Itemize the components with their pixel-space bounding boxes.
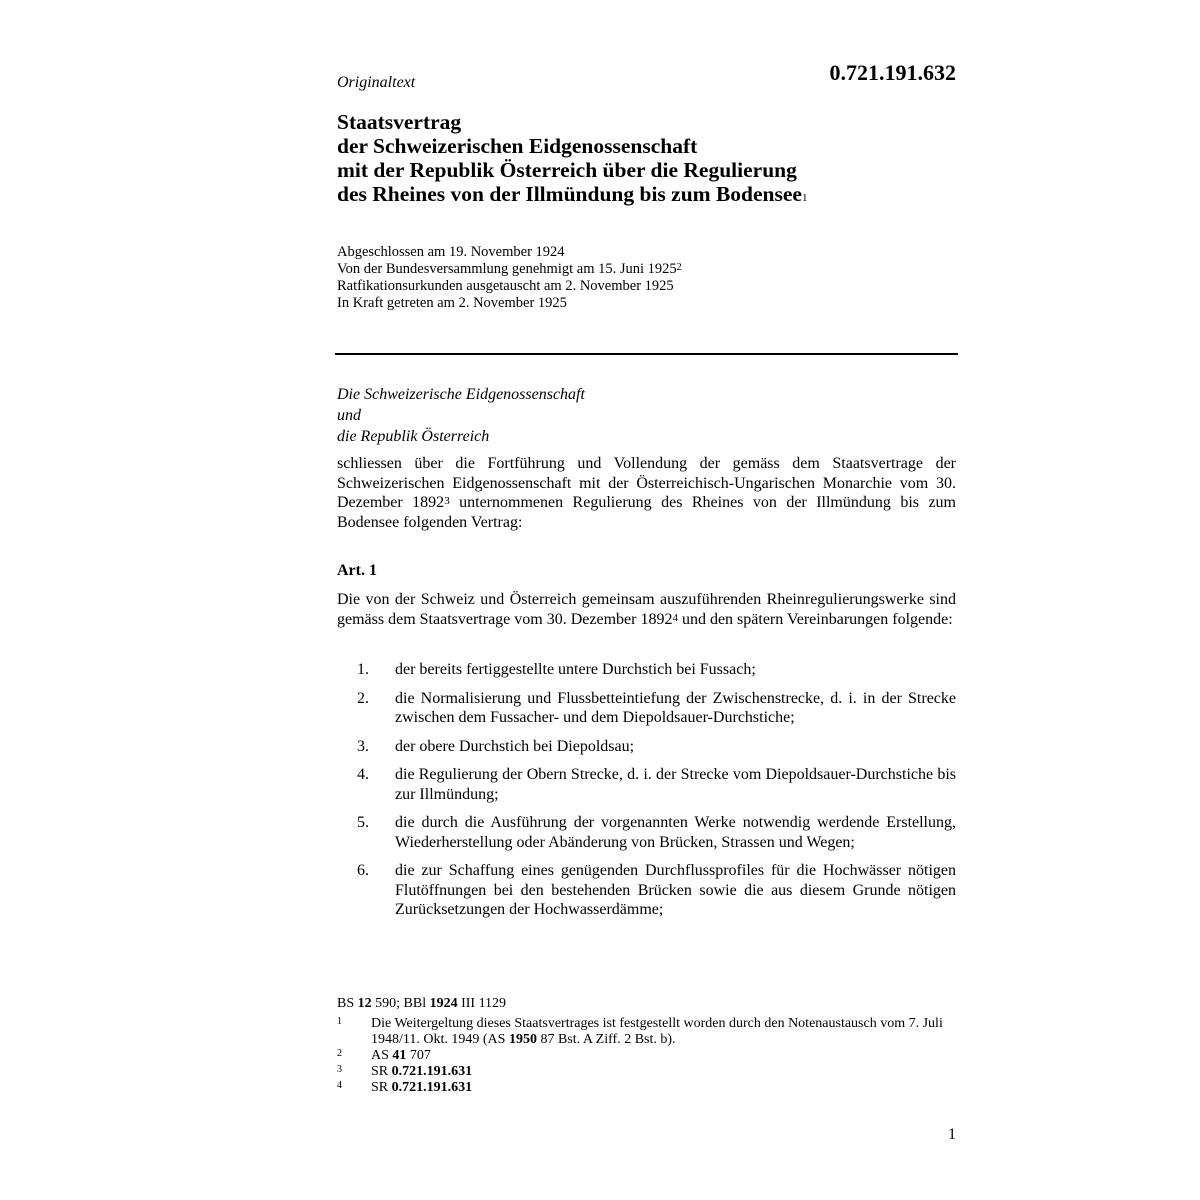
date-ratified: Ratfikationsurkunden ausgetauscht am 2. November 1925 [337,278,674,294]
footnote-number: 1 [337,1016,342,1027]
footnote-bold: 1950 [508,1032,537,1047]
footnote-number: 2 [337,1048,342,1059]
list-item [337,737,956,757]
list-item-text: die durch die Ausführung der vorgenannten Werke notwendig werdende Erstellung, Wiederherstellung oder Abänderung von Brücken, Strassen und Wegen; [395,814,956,851]
originaltext-label: Originaltext [337,74,416,91]
list-item [337,765,956,804]
preamble [337,454,956,532]
footnote-bold: 0.721.191.631 [391,1064,473,1079]
list-item-text: die Regulierung der Obern Strecke, d. i. der Strecke vom Diepoldsauer-Durchstiche bis zur Illmündung; [395,766,956,803]
footnote-1 [337,1016,956,1048]
footnote-source [337,996,956,1012]
list-item-number: 4. [357,766,369,783]
footnote-ref-1[interactable]: 1 [801,192,808,204]
source-volume: 12 [357,996,372,1011]
date-concluded: Abgeschlossen am 19. November 1924 [337,244,565,260]
list-item-number: 6. [357,862,369,879]
footnotes [337,996,956,1096]
title-line: Staatsvertrag [337,110,462,134]
title-line [337,182,977,206]
footnote-bold: 41 [392,1048,407,1063]
list-item-number: 1. [357,661,369,678]
footnote-ref-2[interactable]: 2 [676,262,682,273]
horizontal-rule [335,353,958,355]
list-item [337,660,956,680]
list-item-number: 3. [357,737,369,755]
article-intro [337,590,956,629]
footnote-text [371,1064,956,1080]
contracting-parties [337,384,585,447]
list-item-text: die zur Schaffung eines genügenden Durchflussprofiles für die Hochwässer nötigen Flutöffnungen bei den bestehenden Brücken sowie die aus diesem Grunde nötigen Zurücksetzungen der Hochwasserdämme; [395,862,956,918]
party-conjunction: und [337,407,361,424]
title-line-text: des Rheines von der Illmündung bis zum Bodensee [337,182,802,206]
footnote-text-part: AS [371,1048,393,1063]
list-item-text: der bereits fertiggestellte untere Durchstich bei Fussach; [395,661,756,678]
party-austria: die Republik Österreich [337,428,490,445]
footnote-text-part: Die Weitergeltung dieses Staatsvertrages ist festgestellt worden durch den Notenaustausch vom 7. Juli 1948/11. Okt. 1949 (AS [371,1016,943,1047]
footnote-text-part: SR [371,1080,392,1095]
article-heading: Art. 1 [337,562,377,579]
footnote-4 [337,1080,956,1096]
footnote-text [371,1016,956,1048]
source-text: 590; BBl [371,996,430,1011]
footnote-text [371,1080,956,1096]
footnote-text-part: 87 Bst. A Ziff. 2 Bst. b). [536,1032,676,1047]
footnote-ref-4[interactable]: 4 [672,611,678,624]
date-approved [337,261,682,278]
footnote-number: 3 [337,1064,342,1075]
list-item [337,689,956,728]
sr-number: 0.721.191.632 [829,60,956,85]
footnote-2 [337,1048,956,1064]
date-in-force: In Kraft getreten am 2. November 1925 [337,295,567,311]
article-intro-text-cont: und den spätern Vereinbarungen folgende: [677,610,953,628]
party-switzerland: Die Schweizerische Eidgenossenschaft [337,386,585,403]
footnote-bold: 0.721.191.631 [391,1080,473,1095]
footnote-number: 4 [337,1080,342,1091]
preamble-text: schliessen über die Fortführung und Vollendung der gemäss dem Staatsvertrage der Schweizerischen Eidgenossenschaft mit der Österreichisch-Ungarischen Monarchie vom 30. Dezember 1892 [337,455,956,511]
list-item-text: die Normalisierung und Flussbetteintiefung der Zwischenstrecke, d. i. in der Strecke zwischen dem Fussacher- und dem Diepoldsauer-Durchstiche; [395,689,956,726]
list-item [337,861,956,920]
treaty-dates [337,244,682,312]
page-number: 1 [948,1126,956,1143]
title-line: der Schweizerischen Eidgenossenschaft [337,134,698,158]
preamble-text-cont: unternommenen Regulierung des Rheines von der Illmündung bis zum Bodensee folgenden Vertrag: [337,494,957,531]
document-title [337,110,977,206]
footnote-text-part: SR [371,1064,392,1079]
list-item-text: der obere Durchstich bei Diepoldsau; [395,737,635,755]
title-line: mit der Republik Österreich über die Regulierung [337,158,797,182]
list-item-number: 5. [357,814,369,831]
footnote-3 [337,1064,956,1080]
footnote-text-part: 707 [406,1048,431,1063]
footnote-text [371,1048,956,1064]
article-intro-text: Die von der Schweiz und Österreich gemeinsam auszuführenden Rheinregulierungswerke sind gemäss dem Staatsvertrage vom 30. Dezember 1892 [337,591,956,628]
source-year: 1924 [429,996,458,1011]
source-text: III 1129 [457,996,507,1011]
list-item-number: 2. [357,689,369,707]
source-text: BS [337,996,358,1011]
date-approved-text: Von der Bundesversammlung genehmigt am 15. Juni 1925 [337,261,677,277]
list-item [337,813,956,852]
footnote-ref-3[interactable]: 3 [444,495,450,507]
article-items-list [337,660,956,929]
